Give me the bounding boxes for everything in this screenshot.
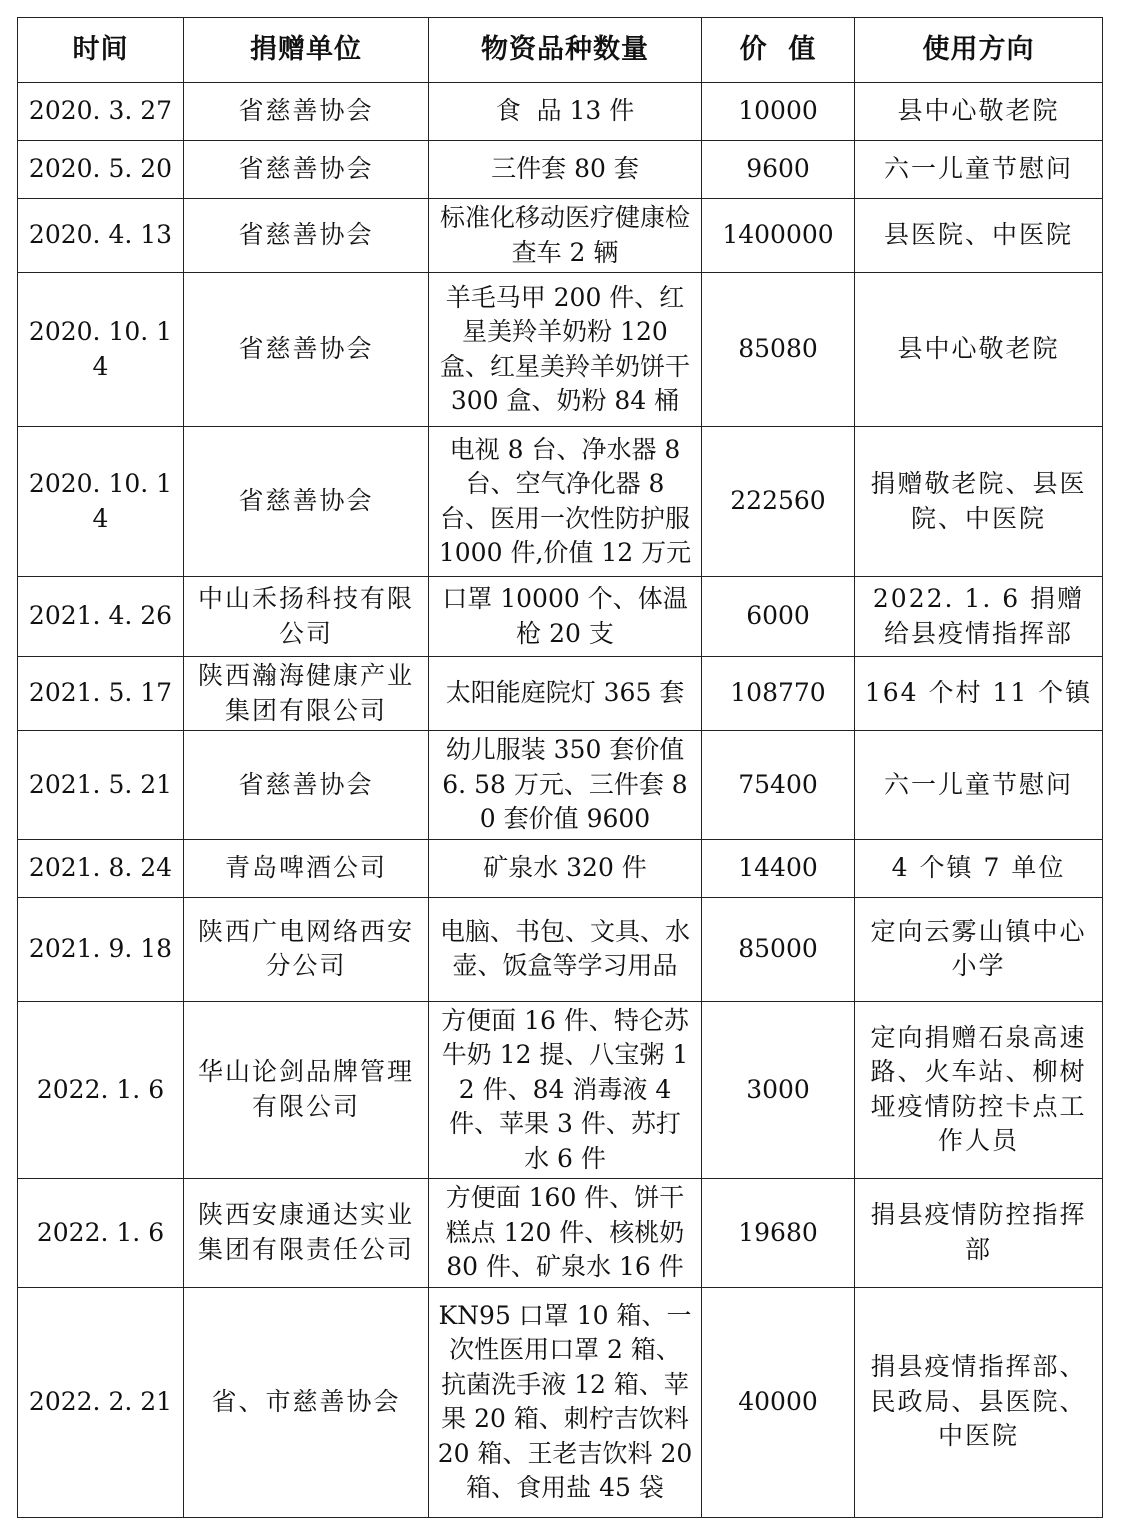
items-cell: 羊毛马甲 200 件、红星美羚羊奶粉 120 盒、红星美羚羊奶饼干 300 盒、奶粉 84 桶 — [429, 273, 702, 427]
value-cell: 222560 — [702, 427, 855, 577]
donor-cell: 华山论剑品牌管理有限公司 — [184, 1001, 429, 1179]
header-date: 时间 — [18, 18, 184, 83]
date-cell: 2022. 1. 6 — [18, 1001, 184, 1179]
value-cell: 3000 — [702, 1001, 855, 1179]
table-row — [18, 577, 1103, 657]
use-cell: 六一儿童节慰问 — [855, 731, 1103, 840]
use-cell: 4 个镇 7 单位 — [855, 839, 1103, 897]
donation-table — [17, 17, 1103, 1518]
table-row — [18, 273, 1103, 427]
use-cell: 六一儿童节慰问 — [855, 141, 1103, 199]
header-items: 物资品种数量 — [429, 18, 702, 83]
value-cell: 14400 — [702, 839, 855, 897]
table-row — [18, 83, 1103, 141]
date-cell: 2020. 10. 14 — [18, 427, 184, 577]
value-cell: 108770 — [702, 657, 855, 731]
items-cell: 食 品 13 件 — [429, 83, 702, 141]
date-cell: 2022. 2. 21 — [18, 1287, 184, 1517]
items-cell: 太阳能庭院灯 365 套 — [429, 657, 702, 731]
items-cell: 幼儿服装 350 套价值 6. 58 万元、三件套 80 套价值 9600 — [429, 731, 702, 840]
donor-cell: 省慈善协会 — [184, 731, 429, 840]
donor-cell: 省、市慈善协会 — [184, 1287, 429, 1517]
value-cell: 85080 — [702, 273, 855, 427]
items-cell: 三件套 80 套 — [429, 141, 702, 199]
use-cell: 捐县疫情指挥部、民政局、县医院、中医院 — [855, 1287, 1103, 1517]
use-cell: 2022. 1. 6 捐赠给县疫情指挥部 — [855, 577, 1103, 657]
use-cell: 县中心敬老院 — [855, 273, 1103, 427]
table-row — [18, 1001, 1103, 1179]
items-cell: 标准化移动医疗健康检查车 2 辆 — [429, 199, 702, 273]
date-cell: 2020. 10. 14 — [18, 273, 184, 427]
donor-cell: 省慈善协会 — [184, 141, 429, 199]
use-cell: 定向云雾山镇中心小学 — [855, 897, 1103, 1001]
items-cell: 电视 8 台、净水器 8 台、空气净化器 8 台、医用一次性防护服 1000 件,价值 12 万元 — [429, 427, 702, 577]
use-cell: 县医院、中医院 — [855, 199, 1103, 273]
donor-cell: 陕西安康通达实业集团有限责任公司 — [184, 1179, 429, 1288]
date-cell: 2021. 8. 24 — [18, 839, 184, 897]
donor-cell: 中山禾扬科技有限公司 — [184, 577, 429, 657]
value-cell: 1400000 — [702, 199, 855, 273]
date-cell: 2020. 5. 20 — [18, 141, 184, 199]
use-cell: 县中心敬老院 — [855, 83, 1103, 141]
value-cell: 6000 — [702, 577, 855, 657]
table-row — [18, 731, 1103, 840]
table-row — [18, 897, 1103, 1001]
date-cell: 2020. 4. 13 — [18, 199, 184, 273]
value-cell: 40000 — [702, 1287, 855, 1517]
header-use: 使用方向 — [855, 18, 1103, 83]
items-cell: 方便面 16 件、特仑苏牛奶 12 提、八宝粥 12 件、84 消毒液 4 件、苹果 3 件、苏打水 6 件 — [429, 1001, 702, 1179]
use-cell: 164 个村 11 个镇 — [855, 657, 1103, 731]
donor-cell: 青岛啤酒公司 — [184, 839, 429, 897]
donor-cell: 陕西瀚海健康产业集团有限公司 — [184, 657, 429, 731]
items-cell: KN95 口罩 10 箱、一次性医用口罩 2 箱、抗菌洗手液 12 箱、苹果 20 箱、刺柠吉饮料 20 箱、王老吉饮料 20 箱、食用盐 45 袋 — [429, 1287, 702, 1517]
date-cell: 2021. 9. 18 — [18, 897, 184, 1001]
donor-cell: 省慈善协会 — [184, 273, 429, 427]
donor-cell: 陕西广电网络西安分公司 — [184, 897, 429, 1001]
table-row — [18, 427, 1103, 577]
header-value: 价 值 — [702, 18, 855, 83]
value-cell: 9600 — [702, 141, 855, 199]
table-row — [18, 1287, 1103, 1517]
value-cell: 75400 — [702, 731, 855, 840]
date-cell: 2021. 5. 21 — [18, 731, 184, 840]
value-cell: 19680 — [702, 1179, 855, 1288]
table-row — [18, 839, 1103, 897]
table-row — [18, 657, 1103, 731]
date-cell: 2022. 1. 6 — [18, 1179, 184, 1288]
donor-cell: 省慈善协会 — [184, 83, 429, 141]
donor-cell: 省慈善协会 — [184, 199, 429, 273]
use-cell: 定向捐赠石泉高速路、火车站、柳树垭疫情防控卡点工作人员 — [855, 1001, 1103, 1179]
date-cell: 2021. 4. 26 — [18, 577, 184, 657]
header-row — [18, 18, 1103, 83]
items-cell: 口罩 10000 个、体温枪 20 支 — [429, 577, 702, 657]
value-cell: 10000 — [702, 83, 855, 141]
use-cell: 捐赠敬老院、县医院、中医院 — [855, 427, 1103, 577]
table-row — [18, 141, 1103, 199]
table-row — [18, 199, 1103, 273]
items-cell: 方便面 160 件、饼干糕点 120 件、核桃奶 80 件、矿泉水 16 件 — [429, 1179, 702, 1288]
header-donor: 捐赠单位 — [184, 18, 429, 83]
donor-cell: 省慈善协会 — [184, 427, 429, 577]
table-row — [18, 1179, 1103, 1288]
date-cell: 2021. 5. 17 — [18, 657, 184, 731]
items-cell: 电脑、书包、文具、水壶、饭盒等学习用品 — [429, 897, 702, 1001]
value-cell: 85000 — [702, 897, 855, 1001]
date-cell: 2020. 3. 27 — [18, 83, 184, 141]
use-cell: 捐县疫情防控指挥部 — [855, 1179, 1103, 1288]
items-cell: 矿泉水 320 件 — [429, 839, 702, 897]
